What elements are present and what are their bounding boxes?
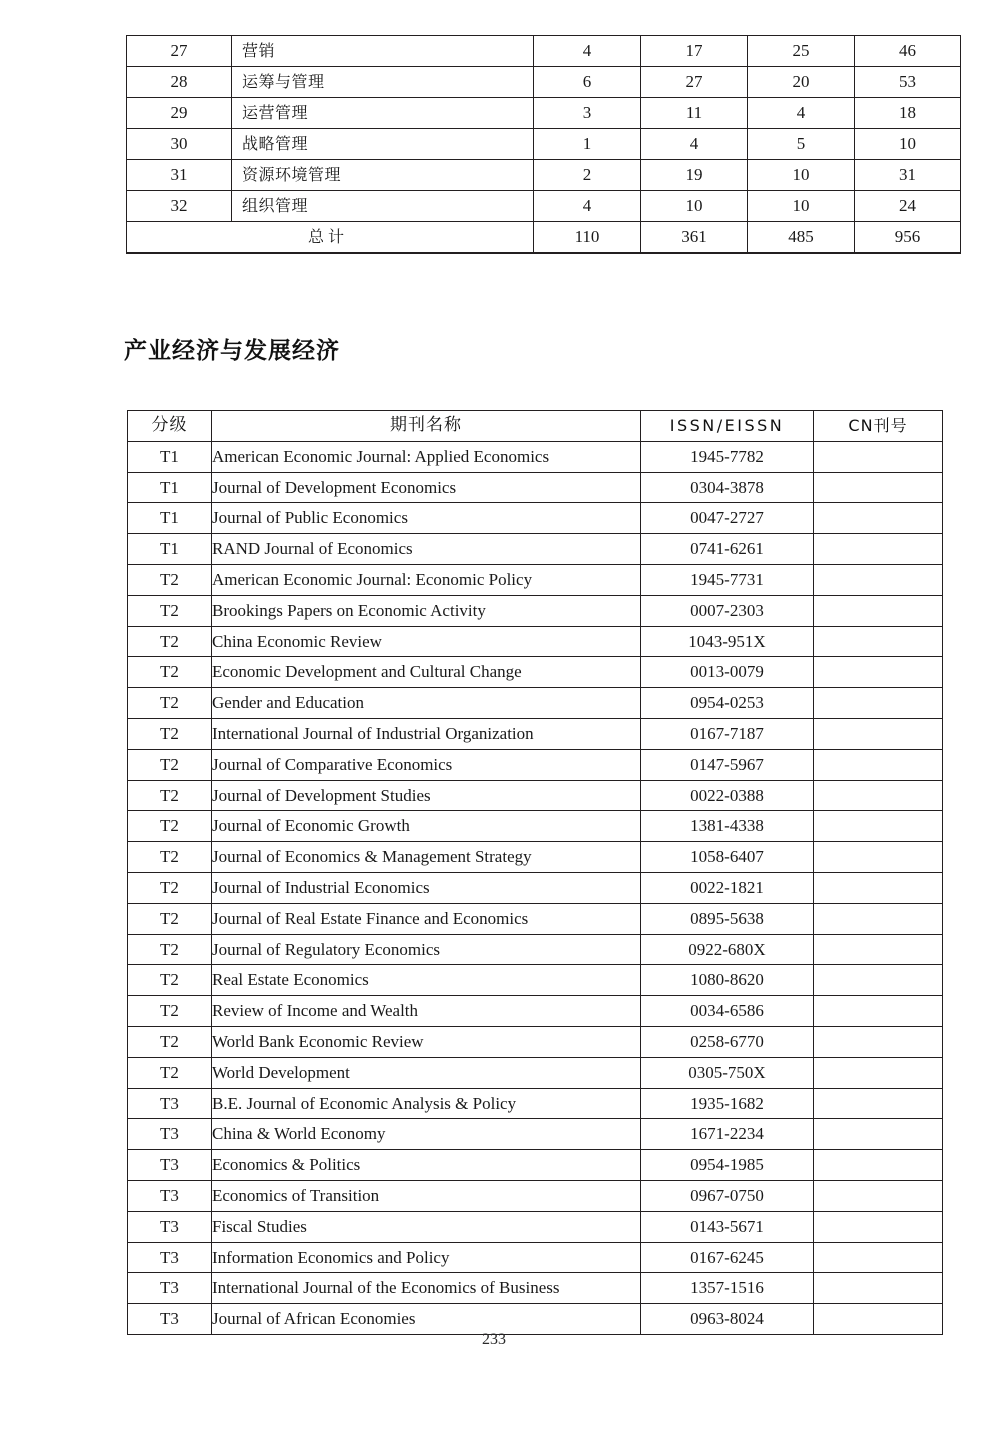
table-row <box>128 1304 943 1335</box>
cell-index: 28 <box>127 67 232 98</box>
cell-row-total: 18 <box>855 98 961 129</box>
table-row <box>127 160 961 191</box>
cell-issn: 0305-750X <box>641 1057 814 1088</box>
cell-tier: T3 <box>128 1304 212 1335</box>
cell-t1-count: 1 <box>534 129 641 160</box>
cell-total-t2: 361 <box>641 222 748 254</box>
cell-cn-number <box>814 1057 943 1088</box>
cell-journal-name: Journal of African Economies <box>212 1304 641 1335</box>
table-row <box>128 718 943 749</box>
cell-journal-name: American Economic Journal: Economic Policy <box>212 564 641 595</box>
table-row <box>127 67 961 98</box>
cell-issn: 0258-6770 <box>641 1026 814 1057</box>
cell-issn: 0007-2303 <box>641 595 814 626</box>
cell-row-total: 53 <box>855 67 961 98</box>
cell-cn-number <box>814 688 943 719</box>
cell-tier: T1 <box>128 441 212 472</box>
cell-total-t1: 110 <box>534 222 641 254</box>
cell-t2-count: 11 <box>641 98 748 129</box>
table-row <box>128 534 943 565</box>
table-row <box>128 1211 943 1242</box>
cell-tier: T3 <box>128 1211 212 1242</box>
cell-index: 30 <box>127 129 232 160</box>
cell-tier: T1 <box>128 534 212 565</box>
table-row <box>128 934 943 965</box>
table-row <box>128 749 943 780</box>
cell-issn: 0304-3878 <box>641 472 814 503</box>
cell-journal-name: World Bank Economic Review <box>212 1026 641 1057</box>
cell-journal-name: Information Economics and Policy <box>212 1242 641 1273</box>
cell-cn-number <box>814 749 943 780</box>
section-heading: 产业经济与发展经济 <box>124 338 340 364</box>
cell-grand-total: 956 <box>855 222 961 254</box>
discipline-counts-table <box>126 35 961 254</box>
cell-issn: 0022-1821 <box>641 872 814 903</box>
table-row <box>128 811 943 842</box>
cell-journal-name: World Development <box>212 1057 641 1088</box>
cell-cn-number <box>814 1088 943 1119</box>
cell-t2-count: 10 <box>641 191 748 222</box>
table-row <box>128 1273 943 1304</box>
cell-index: 31 <box>127 160 232 191</box>
table-row <box>128 1026 943 1057</box>
cell-t2-count: 27 <box>641 67 748 98</box>
cell-cn-number <box>814 996 943 1027</box>
cell-journal-name: Journal of Economic Growth <box>212 811 641 842</box>
cell-issn: 0047-2727 <box>641 503 814 534</box>
cell-discipline-name: 战略管理 <box>232 129 534 160</box>
cell-t3-count: 10 <box>748 191 855 222</box>
cell-discipline-name: 运营管理 <box>232 98 534 129</box>
page-number: 233 <box>482 1331 506 1348</box>
cell-issn: 0954-1985 <box>641 1150 814 1181</box>
cell-journal-name: International Journal of the Economics of Business <box>212 1273 641 1304</box>
cell-t3-count: 20 <box>748 67 855 98</box>
cell-t2-count: 4 <box>641 129 748 160</box>
cell-cn-number <box>814 1304 943 1335</box>
table-row <box>128 780 943 811</box>
cell-tier: T2 <box>128 1057 212 1088</box>
cell-t3-count: 10 <box>748 160 855 191</box>
cell-journal-name: International Journal of Industrial Organization <box>212 718 641 749</box>
cell-issn: 1935-1682 <box>641 1088 814 1119</box>
cell-issn: 0167-6245 <box>641 1242 814 1273</box>
cell-issn: 0954-0253 <box>641 688 814 719</box>
table-row <box>128 842 943 873</box>
cell-tier: T2 <box>128 1026 212 1057</box>
cell-cn-number <box>814 872 943 903</box>
cell-cn-number <box>814 472 943 503</box>
cell-tier: T2 <box>128 811 212 842</box>
cell-cn-number <box>814 780 943 811</box>
cell-cn-number <box>814 842 943 873</box>
cell-issn: 1043-951X <box>641 626 814 657</box>
cell-journal-name: Real Estate Economics <box>212 965 641 996</box>
cell-journal-name: Gender and Education <box>212 688 641 719</box>
cell-total-label: 总计 <box>127 222 534 254</box>
cell-journal-name: Journal of Public Economics <box>212 503 641 534</box>
cell-tier: T2 <box>128 657 212 688</box>
cell-cn-number <box>814 534 943 565</box>
cell-cn-number <box>814 718 943 749</box>
table-row <box>128 1088 943 1119</box>
cell-row-total: 46 <box>855 36 961 67</box>
table-total-row <box>127 222 961 254</box>
cell-row-total: 31 <box>855 160 961 191</box>
cell-total-t3: 485 <box>748 222 855 254</box>
cell-issn: 1945-7731 <box>641 564 814 595</box>
cell-tier: T2 <box>128 688 212 719</box>
cell-cn-number <box>814 1273 943 1304</box>
table-row <box>127 98 961 129</box>
cell-issn: 1357-1516 <box>641 1273 814 1304</box>
cell-index: 27 <box>127 36 232 67</box>
cell-journal-name: Review of Income and Wealth <box>212 996 641 1027</box>
cell-issn: 0895-5638 <box>641 903 814 934</box>
cell-journal-name: B.E. Journal of Economic Analysis & Policy <box>212 1088 641 1119</box>
cell-t1-count: 6 <box>534 67 641 98</box>
table-row <box>128 657 943 688</box>
cell-journal-name: Fiscal Studies <box>212 1211 641 1242</box>
table-row <box>128 872 943 903</box>
cell-journal-name: Journal of Comparative Economics <box>212 749 641 780</box>
cell-tier: T1 <box>128 503 212 534</box>
cell-issn: 0013-0079 <box>641 657 814 688</box>
cell-journal-name: American Economic Journal: Applied Economics <box>212 441 641 472</box>
journal-list-table <box>127 410 943 1335</box>
cell-journal-name: Economic Development and Cultural Change <box>212 657 641 688</box>
table-row <box>127 129 961 160</box>
cell-journal-name: Journal of Industrial Economics <box>212 872 641 903</box>
cell-index: 29 <box>127 98 232 129</box>
header-tier: 分级 <box>128 411 212 442</box>
cell-cn-number <box>814 1242 943 1273</box>
cell-tier: T2 <box>128 626 212 657</box>
table-row <box>128 1119 943 1150</box>
journal-table-body <box>128 441 943 1334</box>
cell-issn: 0741-6261 <box>641 534 814 565</box>
cell-cn-number <box>814 657 943 688</box>
cell-tier: T3 <box>128 1273 212 1304</box>
cell-cn-number <box>814 903 943 934</box>
cell-t1-count: 4 <box>534 191 641 222</box>
cell-discipline-name: 资源环境管理 <box>232 160 534 191</box>
cell-cn-number <box>814 934 943 965</box>
table-row <box>128 1180 943 1211</box>
cell-discipline-name: 组织管理 <box>232 191 534 222</box>
table-row <box>128 472 943 503</box>
journal-table-head <box>128 411 943 442</box>
cell-issn: 0022-0388 <box>641 780 814 811</box>
cell-journal-name: Journal of Development Studies <box>212 780 641 811</box>
cell-cn-number <box>814 1119 943 1150</box>
table-row <box>128 564 943 595</box>
cell-t3-count: 4 <box>748 98 855 129</box>
table-row <box>128 595 943 626</box>
header-cn-number: CN刊号 <box>814 411 943 442</box>
cell-tier: T2 <box>128 842 212 873</box>
cell-tier: T2 <box>128 595 212 626</box>
table-row <box>128 1057 943 1088</box>
cell-tier: T2 <box>128 749 212 780</box>
cell-issn: 0967-0750 <box>641 1180 814 1211</box>
cell-journal-name: Journal of Development Economics <box>212 472 641 503</box>
table-row <box>128 996 943 1027</box>
cell-cn-number <box>814 595 943 626</box>
cell-discipline-name: 运筹与管理 <box>232 67 534 98</box>
cell-tier: T3 <box>128 1150 212 1181</box>
cell-issn: 0167-7187 <box>641 718 814 749</box>
cell-cn-number <box>814 1180 943 1211</box>
cell-cn-number <box>814 1211 943 1242</box>
cell-cn-number <box>814 1026 943 1057</box>
cell-tier: T2 <box>128 934 212 965</box>
cell-t1-count: 3 <box>534 98 641 129</box>
cell-tier: T3 <box>128 1242 212 1273</box>
cell-cn-number <box>814 503 943 534</box>
table-row <box>128 903 943 934</box>
cell-index: 32 <box>127 191 232 222</box>
cell-cn-number <box>814 1150 943 1181</box>
table-row <box>128 965 943 996</box>
cell-issn: 0963-8024 <box>641 1304 814 1335</box>
cell-cn-number <box>814 811 943 842</box>
cell-issn: 0922-680X <box>641 934 814 965</box>
cell-t1-count: 4 <box>534 36 641 67</box>
cell-tier: T2 <box>128 780 212 811</box>
cell-tier: T2 <box>128 718 212 749</box>
cell-issn: 1945-7782 <box>641 441 814 472</box>
cell-cn-number <box>814 626 943 657</box>
cell-tier: T2 <box>128 872 212 903</box>
cell-journal-name: China & World Economy <box>212 1119 641 1150</box>
cell-issn: 0143-5671 <box>641 1211 814 1242</box>
header-journal-name: 期刊名称 <box>212 411 641 442</box>
table-row <box>127 191 961 222</box>
cell-issn: 1381-4338 <box>641 811 814 842</box>
cell-cn-number <box>814 965 943 996</box>
cell-journal-name: Journal of Economics & Management Strategy <box>212 842 641 873</box>
cell-t2-count: 19 <box>641 160 748 191</box>
cell-row-total: 10 <box>855 129 961 160</box>
cell-journal-name: Brookings Papers on Economic Activity <box>212 595 641 626</box>
cell-row-total: 24 <box>855 191 961 222</box>
cell-t2-count: 17 <box>641 36 748 67</box>
header-issn: ISSN/EISSN <box>641 411 814 442</box>
table-row <box>128 441 943 472</box>
cell-tier: T3 <box>128 1180 212 1211</box>
cell-issn: 0147-5967 <box>641 749 814 780</box>
table-row <box>127 36 961 67</box>
cell-tier: T2 <box>128 564 212 595</box>
cell-tier: T2 <box>128 996 212 1027</box>
cell-issn: 1058-6407 <box>641 842 814 873</box>
cell-issn: 1671-2234 <box>641 1119 814 1150</box>
cell-cn-number <box>814 441 943 472</box>
table-row <box>128 688 943 719</box>
cell-issn: 0034-6586 <box>641 996 814 1027</box>
table-row <box>128 626 943 657</box>
table-row <box>128 1150 943 1181</box>
cell-journal-name: Journal of Real Estate Finance and Economics <box>212 903 641 934</box>
discipline-counts-body <box>127 36 961 254</box>
cell-journal-name: Economics of Transition <box>212 1180 641 1211</box>
cell-journal-name: RAND Journal of Economics <box>212 534 641 565</box>
cell-tier: T3 <box>128 1088 212 1119</box>
table-row <box>128 503 943 534</box>
cell-tier: T2 <box>128 903 212 934</box>
cell-journal-name: Journal of Regulatory Economics <box>212 934 641 965</box>
cell-tier: T3 <box>128 1119 212 1150</box>
cell-journal-name: China Economic Review <box>212 626 641 657</box>
cell-t3-count: 25 <box>748 36 855 67</box>
journal-table-header-row <box>128 411 943 442</box>
cell-discipline-name: 营销 <box>232 36 534 67</box>
table-row <box>128 1242 943 1273</box>
cell-t1-count: 2 <box>534 160 641 191</box>
cell-cn-number <box>814 564 943 595</box>
cell-tier: T1 <box>128 472 212 503</box>
cell-journal-name: Economics & Politics <box>212 1150 641 1181</box>
cell-issn: 1080-8620 <box>641 965 814 996</box>
cell-t3-count: 5 <box>748 129 855 160</box>
cell-tier: T2 <box>128 965 212 996</box>
